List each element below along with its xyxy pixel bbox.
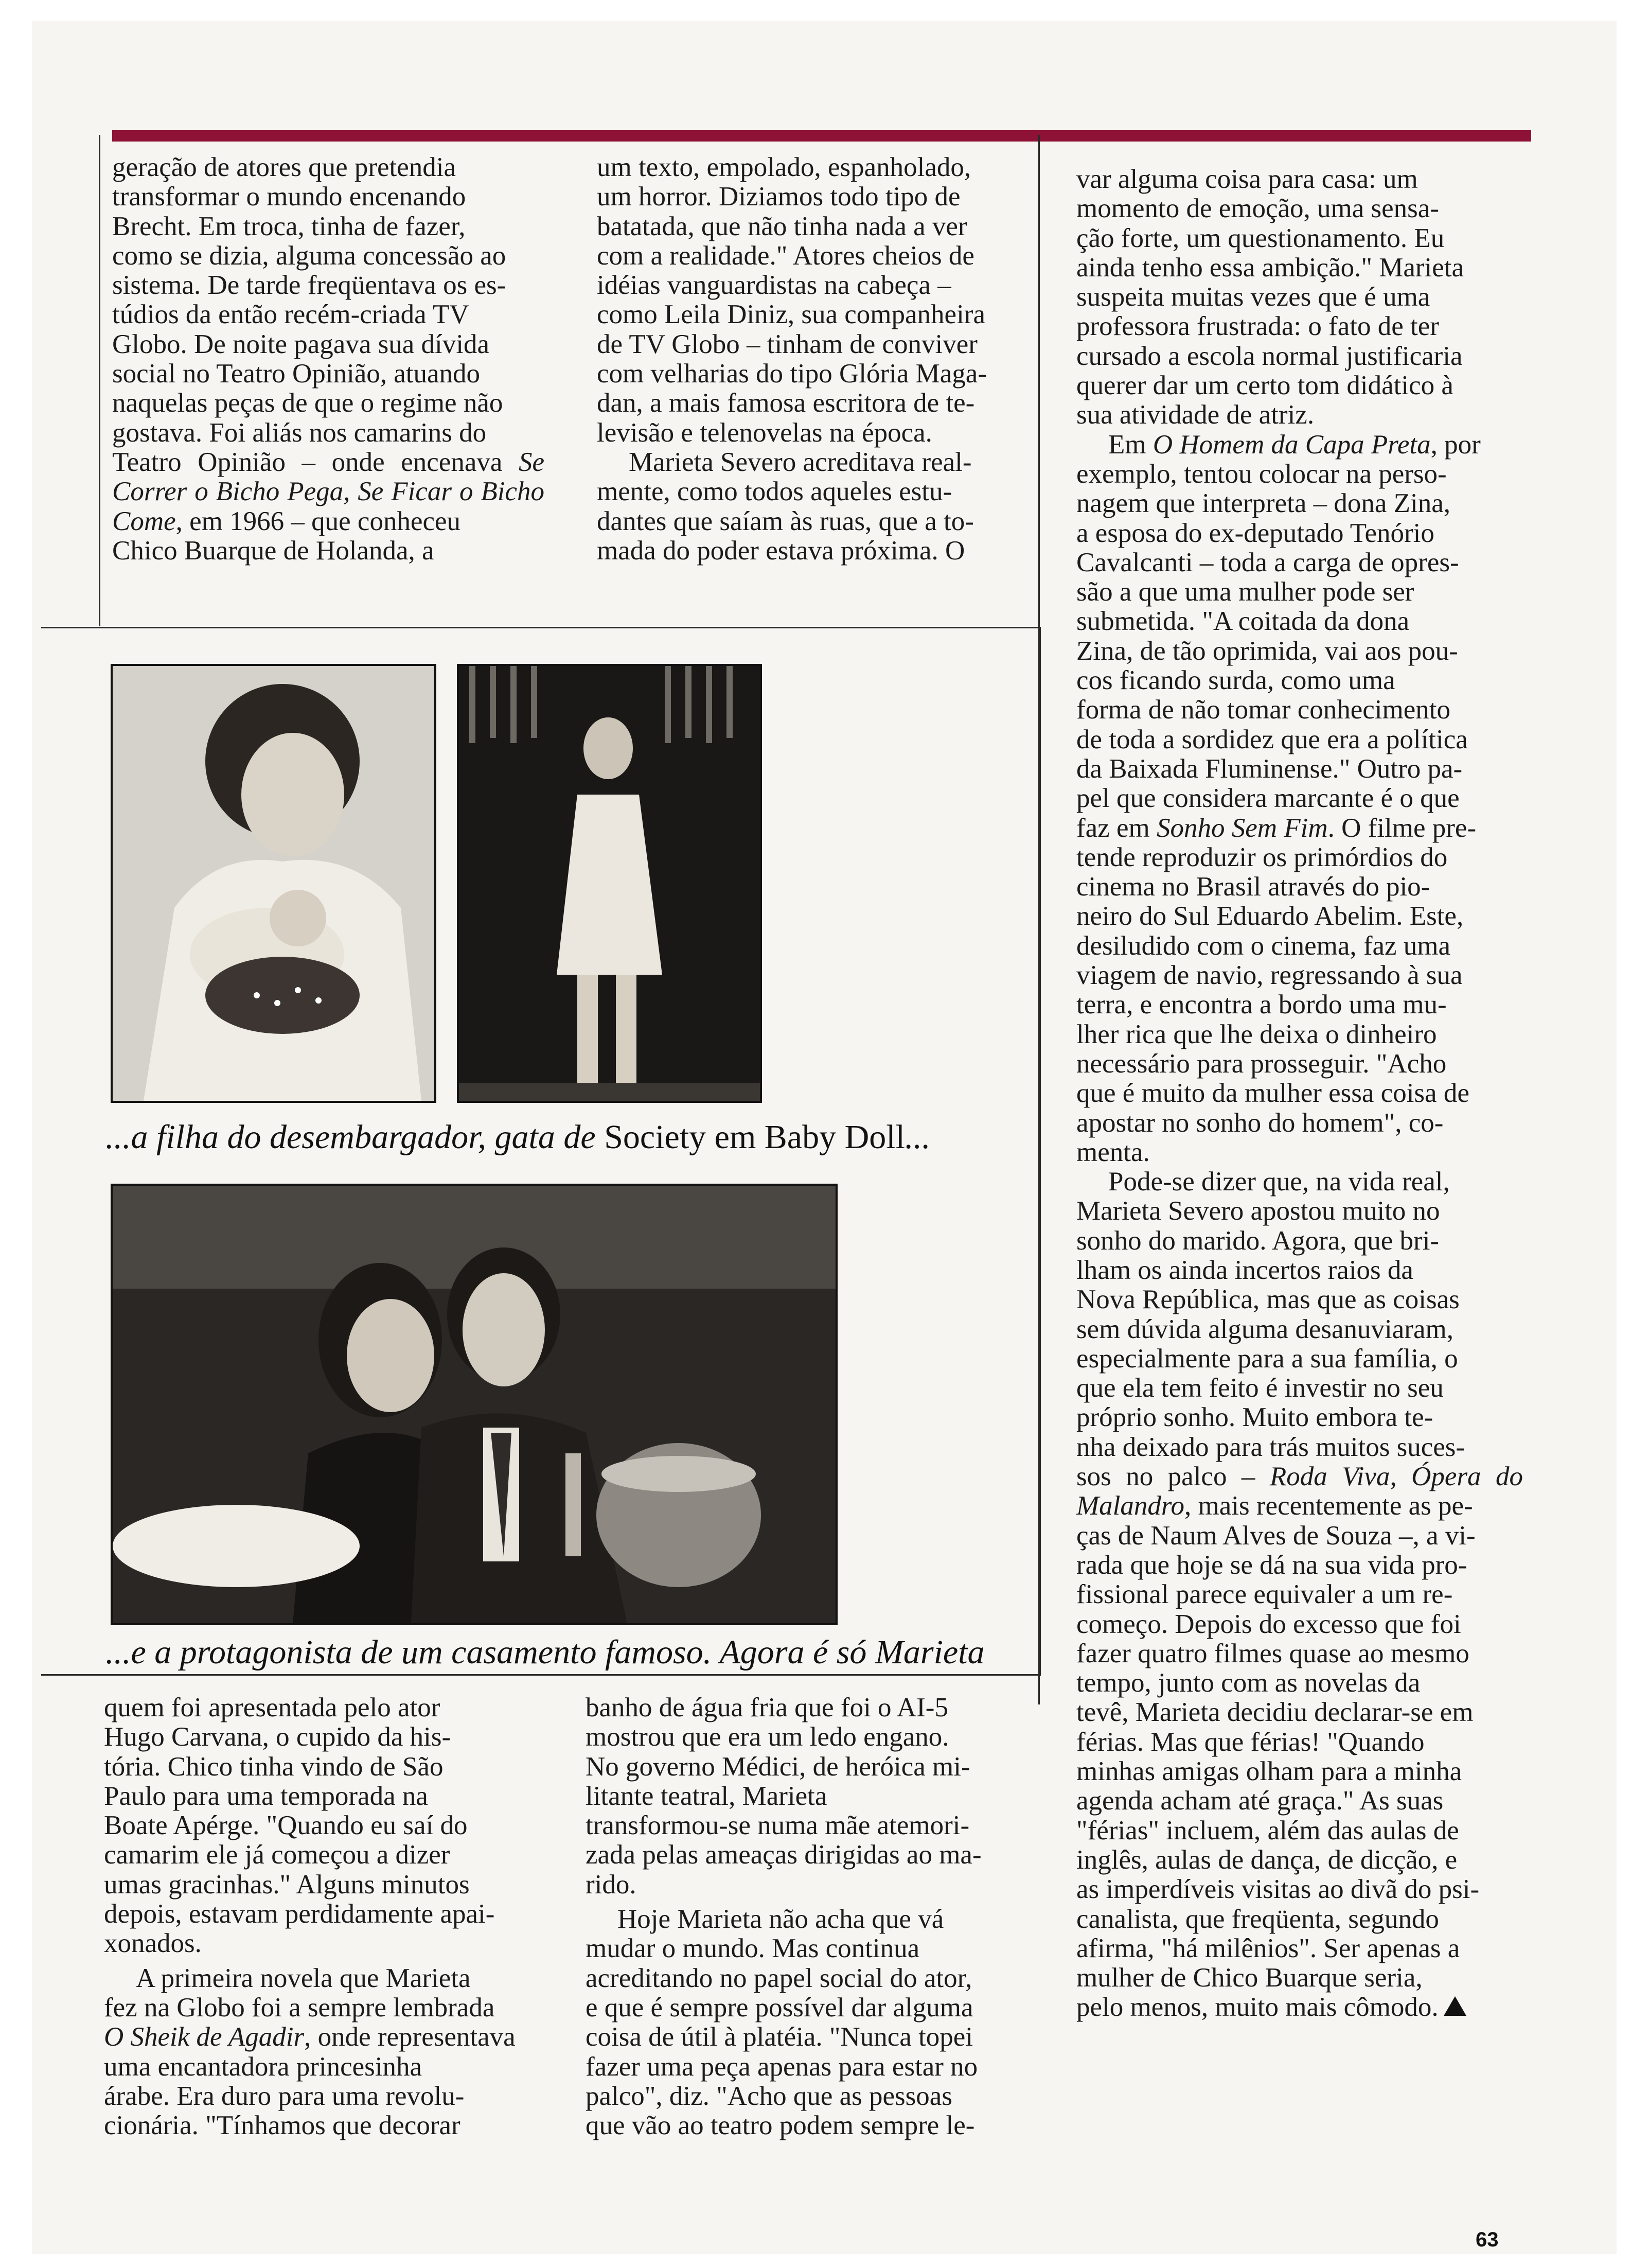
end-of-article-icon [1444,1996,1466,2016]
photo-woman-in-dress [457,664,762,1103]
article-column-5 [586,1693,1028,2140]
photo-caption-1: ...a filha do desembargador, gata de Society em Baby Doll... [105,1118,931,1156]
photo-woman-image [459,666,760,1101]
top-color-rule [112,130,1531,142]
paragraph: Pode-se dizer que, na vida real, Marieta Severo apostou muito no sonho do marido. Agora, que bri- lham os ainda incertos raios da Nova República, mas que as coisas sem dúvida alguma desanuviaram, especialmente para a sua família, o que ela tem feito é investir no seu próprio sonho. Muito embora te- nha deixado para trás muitos suces- sos no palco – Roda Viva, Ópera do Malandro, mais recentemente as pe- ças de Naum Alves de Souza –, a vi- rada que hoje se dá na sua vida pro- fissional parece equivaler a um re- começo. Depois do excesso que foi fazer quatro filmes quase ao mesmo tempo, junto com as novelas da tevê, Marieta decidiu declarar-se em férias. Mas que férias! "Quando minhas amigas olham para a minha agenda acham até graça." As suas "férias" incluem, além das aulas de inglês, aulas de dança, de dicção, e as imperdíveis visitas ao divã do psi- canalista, que freqüenta, segundo afirma, "há milênios". Ser apenas a mulher de Chico Buarque seria, pelo menos, muito mais cômodo. [1076,1167,1523,2023]
novela-title: O Sheik de Agadir [104,2022,305,2052]
photo-couple-at-table [111,1184,838,1625]
article-column-2 [597,153,1029,566]
film-title: O Homem da Capa Preta [1152,429,1431,460]
paragraph: A primeira novela que Marieta fez na Globo foi a sempre lembrada O Sheik de Agadir, onde representava uma encantadora princesinha árabe. Era duro para uma revolu- cionária. "Tínhamos que decorar [104,1963,516,2141]
column-rule-left [99,135,100,626]
paragraph: geração de atores que pretendia transformar o mundo encenando Brecht. Em troca, tinha de fazer, como se dizia, alguma concessão ao sistema. De tarde freqüentava os es- túdios da então recém-criada TV Globo. De noite pagava sua dívida social no Teatro Opinião, atuando naquelas peças de que o regime não gostava. Foi aliás nos camarins do Teatro Opinião – onde encenava Se Correr o Bicho Pega, Se Ficar o Bicho Come, em 1966 – que conheceu Chico Buarque de Holanda, a [112,152,544,566]
paragraph: um texto, empolado, espanholado, um horror. Diziamos todo tipo de batatada, que não tinha nada a ver com a realidade." Atores cheios de idéias vanguardistas na cabeça – como Leila Diniz, sua companheira de TV Globo – tinham de conviver com velharias do tipo Glória Maga- dan, a mais famosa escritora de te- levisão e telenovelas na época. [597,152,987,448]
page-number: 63 [1476,2228,1499,2251]
article-column-1 [112,153,544,566]
caption-emphasis: Society em Baby Doll [604,1118,905,1156]
article-column-3 [1076,165,1523,2023]
paragraph: quem foi apresentada pelo ator Hugo Carvana, o cupido da his- tória. Chico tinha vindo de São Paulo para uma temporada na Boate Apérge. "Quando eu saí do camarim ele já começou a dizer umas gracinhas." Alguns minutos depois, estavam perdidamente apai- xonados. [104,1693,495,1959]
play-title: Se Correr o Bicho Pega, Se Ficar o Bicho Come [112,447,544,536]
film-title: Sonho Sem Fim [1156,813,1328,843]
photo-couple-image [113,1186,836,1623]
paragraph: banho de água fria que foi o AI-5 mostrou que era um ledo engano. No governo Médici, de heróica mi- litante teatral, Marieta transformou-se numa mãe atemori- zada pelas ameaças dirigidas ao ma- rido. [586,1693,982,1900]
paragraph: var alguma coisa para casa: um momento de emoção, uma sensa- ção forte, um questionamento. Eu ainda tenho essa ambição." Marieta suspeita muitas vezes que é uma professora frustrada: o fato de ter cursado a escola normal justificaria querer dar um certo tom didático à sua atividade de atriz. [1076,164,1464,430]
photo-girl-with-doll [111,664,436,1103]
photo-caption-2: ...e a protagonista de um casamento famoso. Agora é só Marieta [105,1633,985,1671]
paragraph: Em O Homem da Capa Preta, por exemplo, tentou colocar na perso- nagem que interpreta – dona Zina, a esposa do ex-deputado Tenório Cavalcanti – toda a carga de opres- são a que uma mulher pode ser submetida. "A coitada da dona Zina, de tão oprimida, vai aos pou- cos ficando surda, como uma forma de não tomar conhecimento de toda a sordidez que era a política da Baixada Fluminense." Outro pa- pel que considera marcante é o que faz em Sonho Sem Fim. O filme pre- tende reproduzir os primórdios do cinema no Brasil através do pio- neiro do Sul Eduardo Abelim. Este, desiludido com o cinema, faz uma viagem de navio, regressando à sua terra, e encontra a bordo uma mu- lher rica que lhe deixa o dinheiro necessário para prosseguir. "Acho que é muito da mulher essa coisa de apostar no sonho do homem", co- menta. [1076,429,1481,1167]
photo-girl-image [113,666,434,1101]
play-titles: Roda Viva, Ópera do Malandro [1076,1462,1523,1521]
paragraph: Marieta Severo acreditava real- mente, como todos aqueles estu- dantes que saíam às ruas, que a to- mada do poder estava próxima. O [597,447,974,566]
article-column-4 [104,1693,567,2140]
paragraph: Hoje Marieta não acha que vá mudar o mundo. Mas continua acreditando no papel social do ator, e que é sempre possível dar alguma coisa de útil à platéia. "Nunca topei fazer uma peça apenas para estar no palco", diz. "Acho que as pessoas que vão ao teatro podem sempre le- [586,1904,978,2141]
